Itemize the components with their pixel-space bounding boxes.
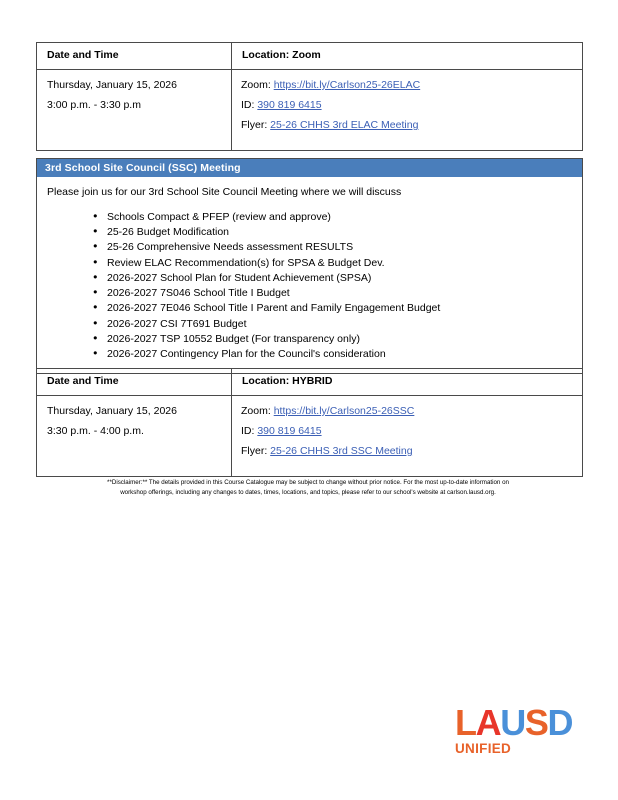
ssc-id-link[interactable]: 390 819 6415 bbox=[257, 425, 322, 438]
ssc-date: Thursday, January 15, 2026 bbox=[47, 405, 177, 418]
ssc-location-header: Location: HYBRID bbox=[232, 369, 583, 396]
elac-zoom-line bbox=[241, 77, 574, 94]
elac-zoom-link[interactable]: https://bit.ly/Carlson25-26ELAC bbox=[273, 79, 421, 92]
logo-letter-d: D bbox=[547, 702, 573, 743]
disclaimer-text bbox=[40, 478, 576, 498]
elac-date-time-cell bbox=[37, 70, 232, 151]
ssc-intro-text: Please join us for our 3rd School Site Council Meeting where we will discuss bbox=[47, 186, 402, 198]
ssc-id-label: ID: bbox=[241, 425, 255, 438]
ssc-meeting-table bbox=[36, 368, 583, 477]
logo-unified-text: UNIFIED bbox=[455, 741, 512, 756]
logo-letter-a: A bbox=[475, 702, 501, 743]
elac-id-line bbox=[241, 94, 574, 114]
ssc-panel-title: 3rd School Site Council (SSC) Meeting bbox=[37, 159, 582, 177]
elac-id-label: ID: bbox=[241, 99, 255, 112]
elac-flyer-link[interactable]: 25-26 CHHS 3rd ELAC Meeting bbox=[270, 119, 419, 132]
list-item: ● Schools Compact & PFEP (review and approve) bbox=[93, 210, 574, 225]
logo-letter-s: S bbox=[524, 702, 548, 743]
list-item: ● 2026-2027 School Plan for Student Achievement (SPSA) bbox=[93, 271, 574, 286]
ssc-meeting-panel bbox=[36, 158, 583, 374]
elac-meeting-table bbox=[36, 42, 583, 151]
ssc-date-time-header: Date and Time bbox=[37, 369, 232, 396]
logo-letter-l: L bbox=[455, 702, 476, 743]
list-item: ● 25-26 Budget Modification bbox=[93, 225, 574, 240]
list-item: ● 2026-2027 7S046 School Title I Budget bbox=[93, 286, 574, 301]
lausd-wordmark bbox=[455, 702, 573, 743]
ssc-zoom-line bbox=[241, 403, 574, 420]
ssc-agenda-list bbox=[47, 210, 574, 362]
elac-zoom-label: Zoom: bbox=[241, 79, 271, 92]
list-item: ● Review ELAC Recommendation(s) for SPSA & Budget Dev. bbox=[93, 256, 574, 271]
ssc-id-line bbox=[241, 420, 574, 440]
ssc-zoom-label: Zoom: bbox=[241, 405, 271, 418]
ssc-panel-body bbox=[37, 177, 582, 373]
list-item: ● 2026-2027 Contingency Plan for the Council's consideration bbox=[93, 347, 574, 362]
elac-time: 3:00 p.m. - 3:30 p.m bbox=[47, 99, 141, 112]
list-item: ● 25-26 Comprehensive Needs assessment RESULTS bbox=[93, 240, 574, 255]
list-item: ● 2026-2027 7E046 School Title I Parent and Family Engagement Budget bbox=[93, 301, 574, 316]
table-body-row bbox=[37, 396, 583, 477]
disclaimer-line-1: **Disclaimer:** The details provided in this Course Catalogue may be subject to change without prior notice. For the most up-to-date information on bbox=[107, 479, 509, 486]
disclaimer-line-2: workshop offerings, including any changes to dates, times, locations, and topics, please refer to our school's website at carlson.lausd.org. bbox=[120, 489, 496, 497]
ssc-date-time-cell bbox=[37, 396, 232, 477]
elac-date-time-header: Date and Time bbox=[37, 43, 232, 70]
ssc-flyer-line bbox=[241, 440, 574, 460]
lausd-logo bbox=[455, 702, 573, 758]
table-body-row bbox=[37, 70, 583, 151]
table-header-row bbox=[37, 43, 583, 70]
list-item: ● 2026-2027 CSI 7T691 Budget bbox=[93, 317, 574, 332]
list-item: ● 2026-2027 TSP 10552 Budget (For transparency only) bbox=[93, 332, 574, 347]
ssc-zoom-link[interactable]: https://bit.ly/Carlson25-26SSC bbox=[273, 405, 415, 418]
elac-id-link[interactable]: 390 819 6415 bbox=[257, 99, 322, 112]
ssc-flyer-label: Flyer: bbox=[241, 445, 268, 458]
ssc-time: 3:30 p.m. - 4:00 p.m. bbox=[47, 425, 144, 438]
logo-letter-u: U bbox=[500, 702, 525, 743]
ssc-flyer-link[interactable]: 25-26 CHHS 3rd SSC Meeting bbox=[270, 445, 413, 458]
table-header-row bbox=[37, 369, 583, 396]
ssc-location-cell bbox=[232, 396, 583, 477]
elac-flyer-line bbox=[241, 114, 574, 134]
elac-location-cell bbox=[232, 70, 583, 151]
elac-location-header: Location: Zoom bbox=[232, 43, 583, 70]
elac-date: Thursday, January 15, 2026 bbox=[47, 79, 177, 92]
elac-flyer-label: Flyer: bbox=[241, 119, 268, 132]
